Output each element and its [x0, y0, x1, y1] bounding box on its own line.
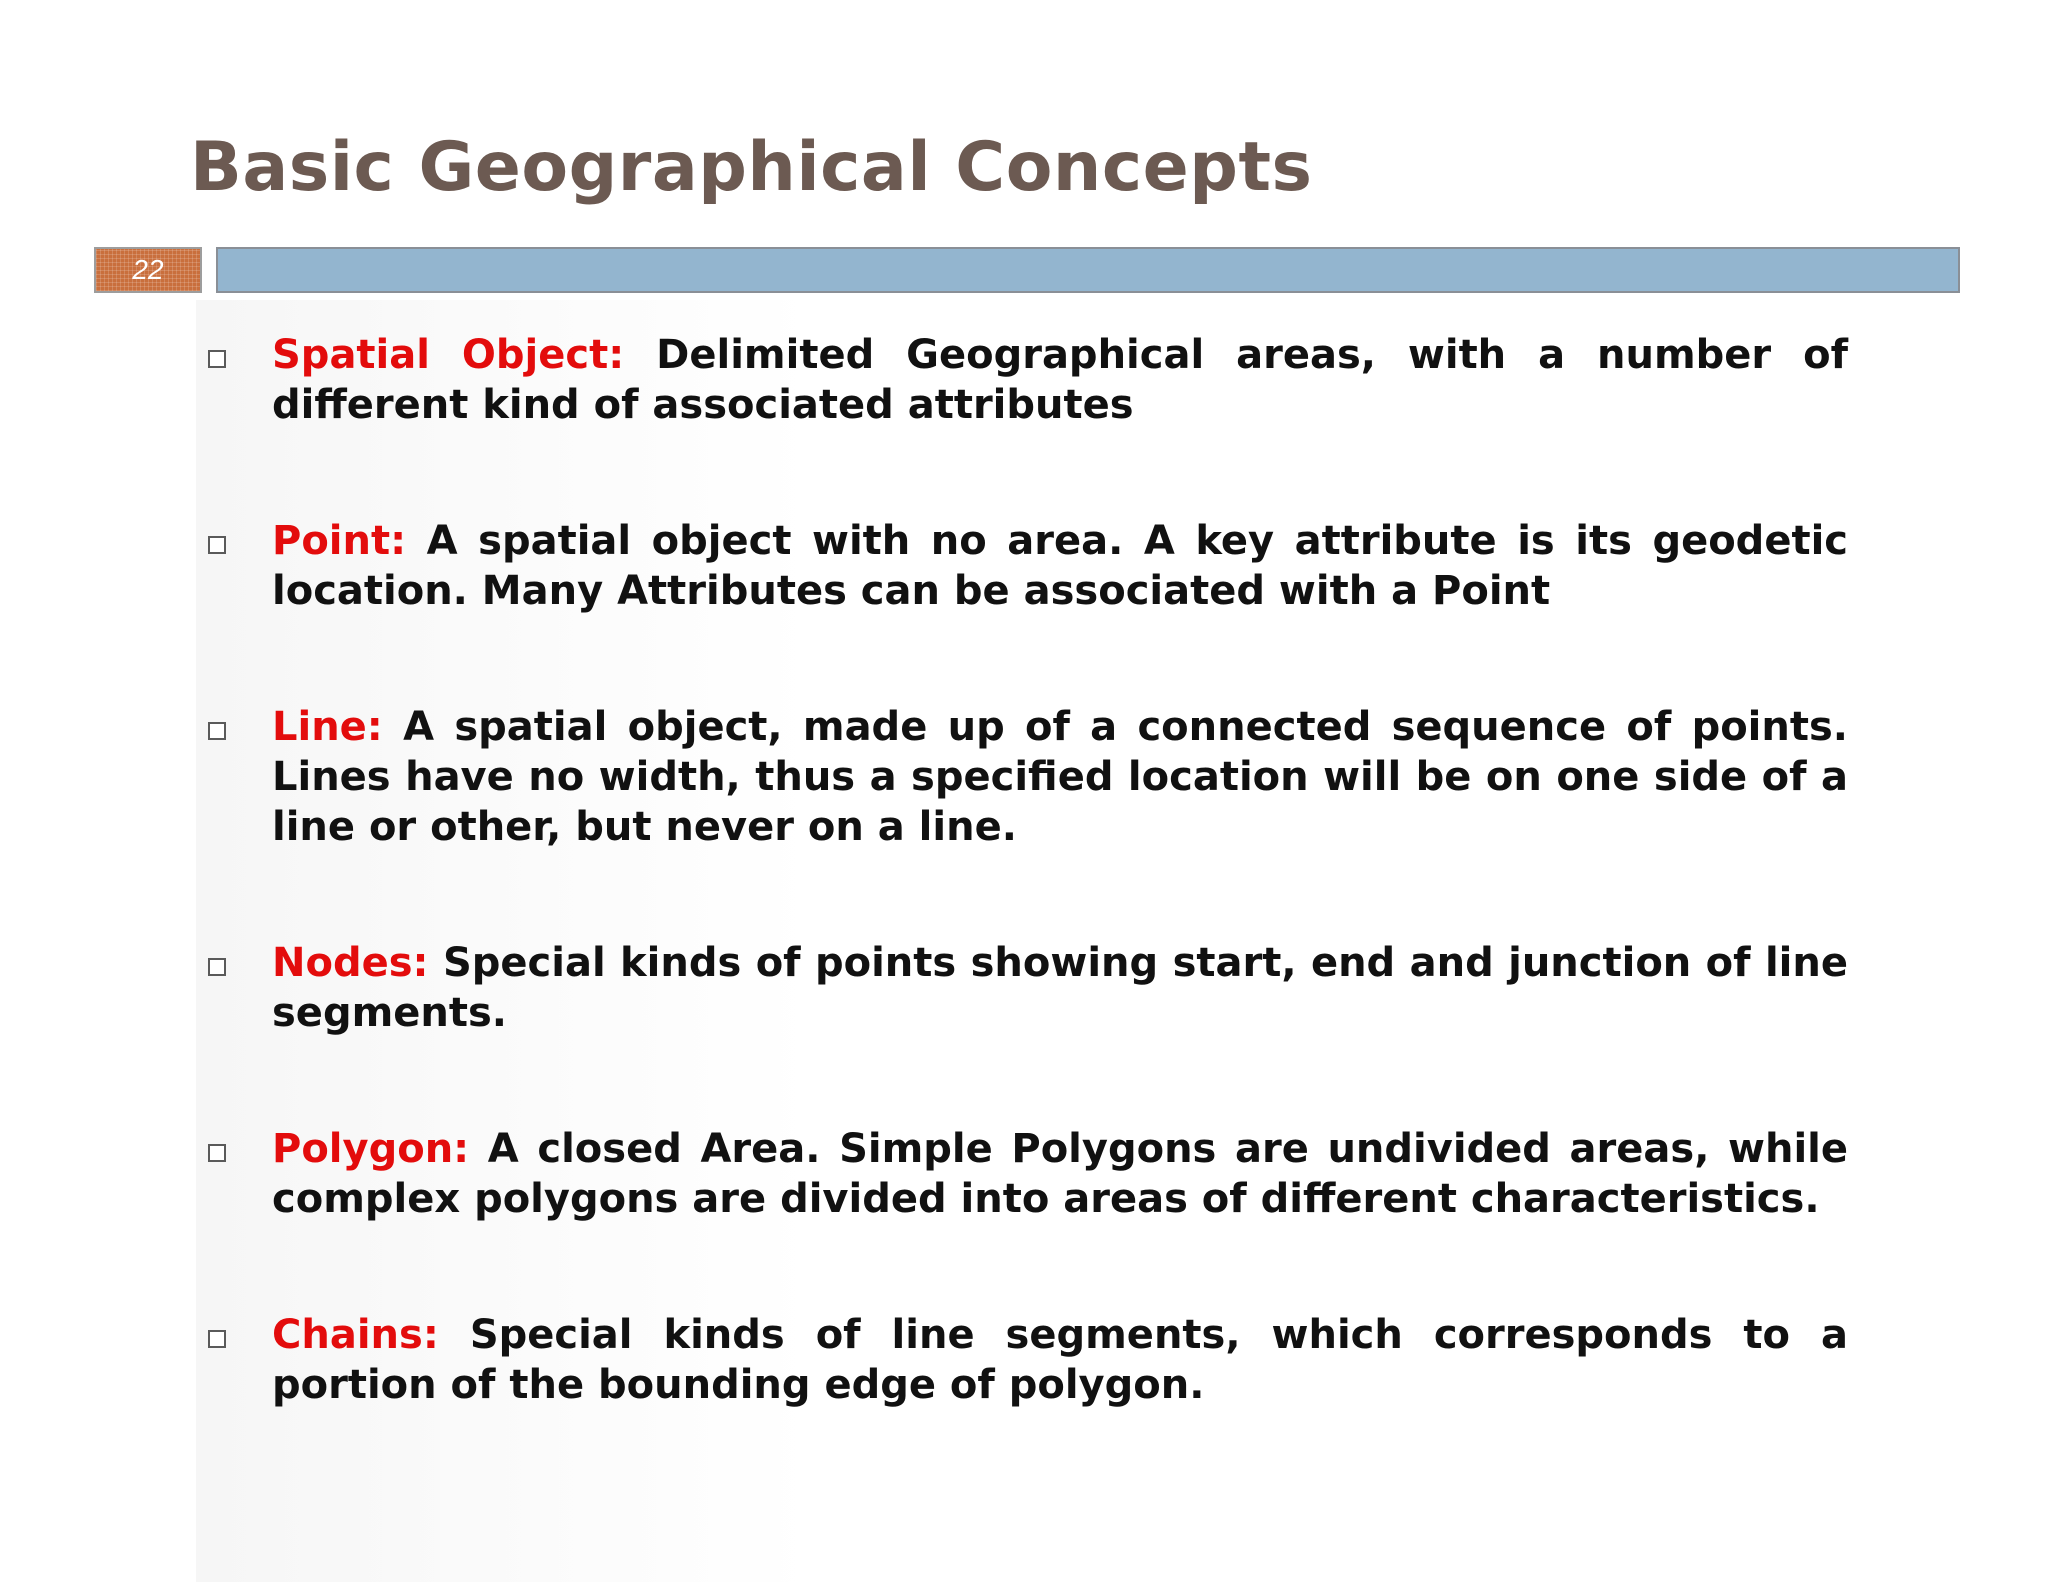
concept-definition: A closed Area. Simple Polygons are undivided areas, while complex polygons are divided into areas of different characteristics. — [272, 1126, 1848, 1222]
list-item-text — [272, 330, 1848, 430]
concept-term: Point: — [272, 518, 407, 564]
slide-title: Basic Geographical Concepts — [190, 128, 1313, 207]
square-bullet-icon — [208, 1144, 226, 1162]
list-item-text — [272, 516, 1848, 616]
square-bullet-icon — [208, 536, 226, 554]
list-item-text — [272, 702, 1848, 852]
title-divider-bar — [216, 247, 1960, 293]
square-bullet-icon — [208, 722, 226, 740]
list-item-text — [272, 1310, 1848, 1410]
concept-definition: Delimited Geographical areas, with a number of different kind of associated attributes — [272, 332, 1848, 428]
square-bullet-icon — [208, 1330, 226, 1348]
concept-term: Line: — [272, 704, 383, 750]
list-item-text — [272, 1124, 1848, 1224]
square-bullet-icon — [208, 350, 226, 368]
concept-definition: A spatial object, made up of a connected sequence of points. Lines have no width, thus a specified location will be on one side of a line or other, but never on a line. — [272, 704, 1848, 850]
square-bullet-icon — [208, 958, 226, 976]
concept-term: Polygon: — [272, 1126, 470, 1172]
concept-definition: A spatial object with no area. A key attribute is its geodetic location. Many Attributes can be associated with a Point — [272, 518, 1848, 614]
concept-term: Nodes: — [272, 940, 429, 986]
list-item-text — [272, 938, 1848, 1038]
concept-term: Spatial Object: — [272, 332, 625, 378]
concept-definition: Special kinds of points showing start, end and junction of line segments. — [272, 940, 1848, 1036]
concept-definition: Special kinds of line segments, which corresponds to a portion of the bounding edge of polygon. — [272, 1312, 1848, 1408]
concept-term: Chains: — [272, 1312, 439, 1358]
slide-number-badge: 22 — [94, 247, 202, 293]
